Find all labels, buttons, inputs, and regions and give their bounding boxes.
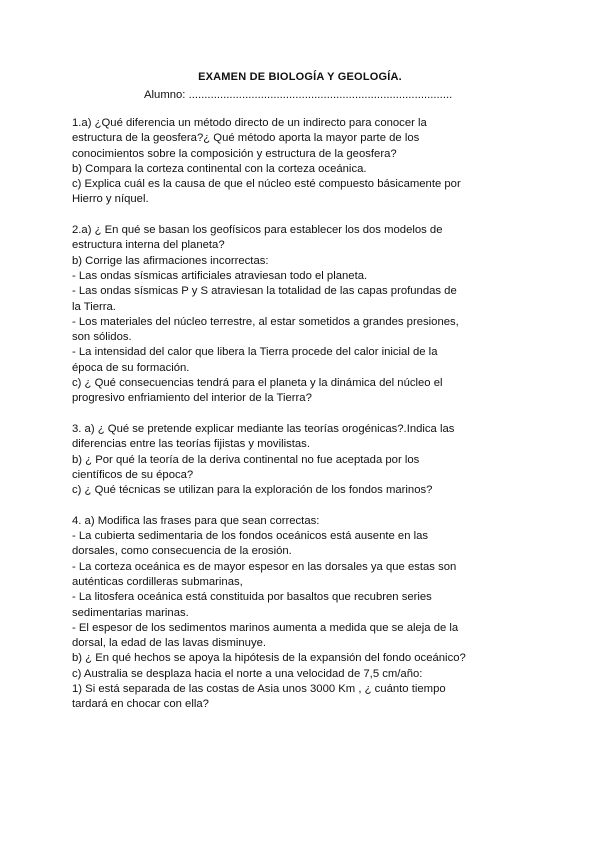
question-line: sedimentarias marinas. [72,606,189,619]
question-line: 1.a) ¿Qué diferencia un método directo de un indirecto para conocer la [72,117,427,129]
question-line: - La cubierta sedimentaria de los fondos oceánicos está ausente en las [72,530,429,543]
exam-title: EXAMEN DE BIOLOGÍA Y GEOLOGÍA. [198,71,402,83]
question-line: - La corteza oceánica es de mayor espesor en las dorsales ya que estas son [72,560,457,573]
paragraph-gap [72,498,467,513]
question-1 [72,116,467,208]
question-line: c) Australia se desplaza hacia el norte a una velocidad de 7,5 cm/año: [72,667,423,680]
question-line: conocimientos sobre la composición y estructura de la geosfera? [72,147,397,160]
question-line: c) ¿ Qué consecuencias tendrá para el planeta y la dinámica del núcleo el [72,377,443,390]
question-line: 4. a) Modifica las frases para que sean correctas: [72,514,320,527]
question-2 [72,223,467,407]
question-line: 3. a) ¿ Qué se pretende explicar mediante las teorías orogénicas?.Indica las [72,422,455,435]
question-line: la Tierra. [72,300,116,313]
question-line: dorsal, la edad de las lavas disminuye. [72,637,267,650]
question-line: - La litosfera oceánica está constituida por basaltos que recubren series [72,591,432,604]
question-line: b) ¿ En qué hechos se apoya la hipótesis de la expansión del fondo oceánico? [72,652,466,665]
student-label: Alumno: [144,89,186,101]
question-line: son sólidos. [72,331,132,344]
paragraph-gap [72,407,467,422]
question-line: tardará en chocar con ella? [72,698,209,711]
student-name-line [144,89,452,101]
student-name-blank: .................................................................................... [188,89,453,101]
question-line: diferencias entre las teorías fijistas y movilistas. [72,438,310,451]
question-3 [72,422,467,498]
question-4 [72,514,467,713]
question-line: estructura de la geosfera?¿ Qué método aporta la mayor parte de los [72,132,420,145]
question-line: - Las ondas sísmicas P y S atraviesan la totalidad de las capas profundas de [72,285,457,298]
question-line: Hierro y níquel. [72,193,149,206]
question-line: - La intensidad del calor que libera la Tierra procede del calor inicial de la [72,346,438,359]
question-line: c) Explica cuál es la causa de que el núcleo esté compuesto básicamente por [72,178,461,191]
question-line: dorsales, como consecuencia de la erosión. [72,545,292,558]
exam-questions [72,116,467,713]
question-line: - Las ondas sísmicas artificiales atraviesan todo el planeta. [72,269,368,282]
question-line: - El espesor de los sedimentos marinos aumenta a medida que se aleja de la [72,621,459,634]
question-line: 1) Si está separada de las costas de Asia unos 3000 Km , ¿ cuánto tiempo [72,682,446,695]
question-line: época de su formación. [72,361,190,374]
question-line: b) Corrige las afirmaciones incorrectas: [72,254,269,267]
question-line: - Los materiales del núcleo terrestre, al estar sometidos a grandes presiones, [72,315,459,328]
question-line: c) ¿ Qué técnicas se utilizan para la exploración de los fondos marinos? [72,484,433,497]
question-line: estructura interna del planeta? [72,239,225,252]
question-line: b) ¿ Por qué la teoría de la deriva continental no fue aceptada por los [72,453,420,466]
question-line: auténticas cordilleras submarinas, [72,575,243,588]
question-line: b) Compara la corteza continental con la corteza oceánica. [72,162,367,175]
paragraph-gap [72,208,467,223]
question-line: 2.a) ¿ En qué se basan los geofísicos para establecer los dos modelos de [72,224,443,237]
question-line: científicos de su época? [72,468,194,481]
question-line: progresivo enfriamiento del interior de la Tierra? [72,392,312,405]
